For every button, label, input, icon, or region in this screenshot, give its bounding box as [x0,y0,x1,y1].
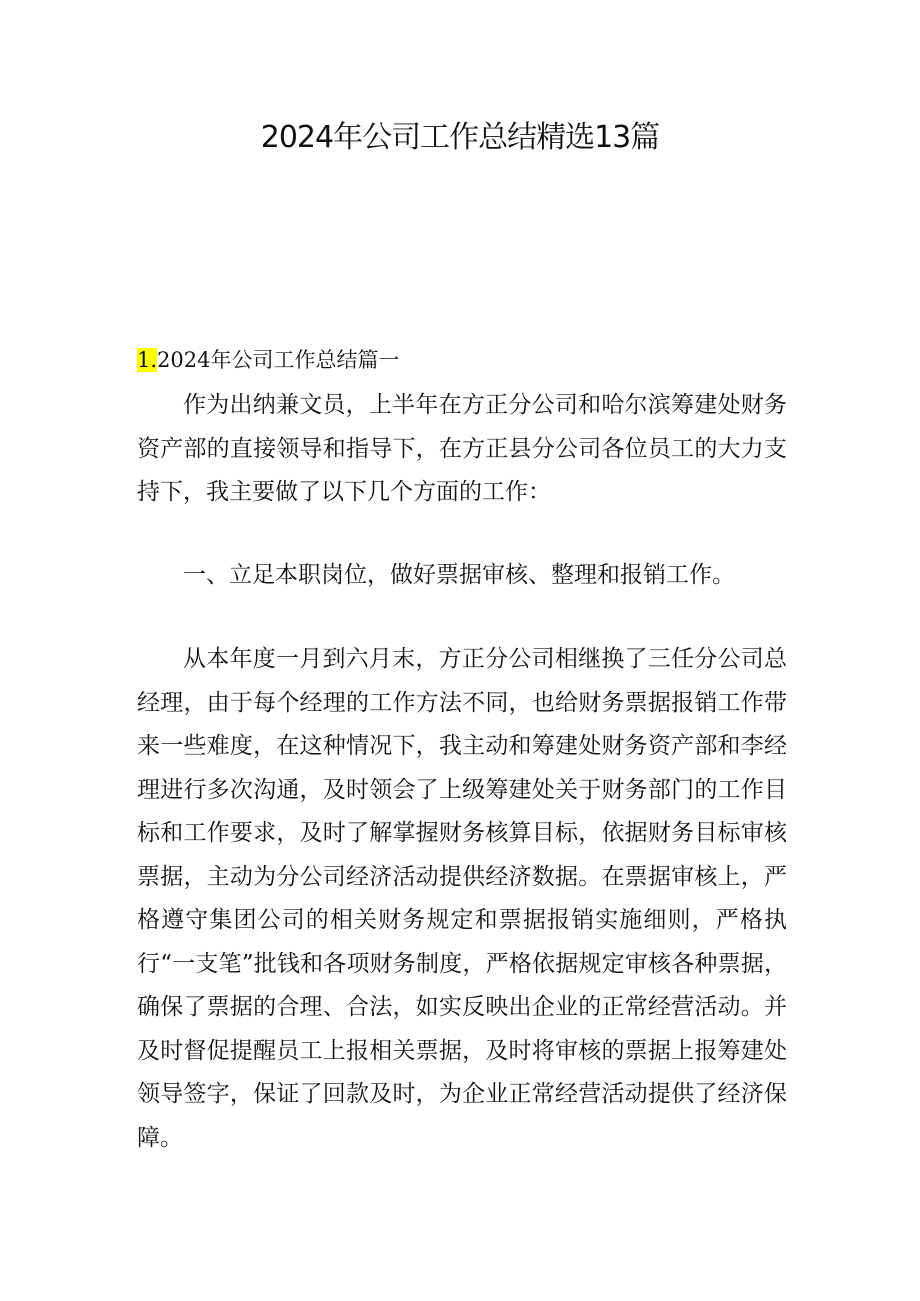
section-heading-text: 2024年公司工作总结篇一 [157,348,400,372]
sub-heading: 一、立足本职岗位，做好票据审核、整理和报销工作。 [183,562,735,588]
section-heading [137,343,400,377]
section-number-highlight: 1. [137,348,158,372]
document-title: 2024年公司工作总结精选13篇 [260,120,660,155]
intro-paragraph: 作为出纳兼文员，上半年在方正分公司和哈尔滨筹建处财务资产部的直接领导和指导下，在方正县分公司各位员工的大力支持下，我主要做了以下几个方面的工作： [137,392,787,505]
body-paragraph: 从本年度一月到六月末，方正分公司相继换了三任分公司总经理，由于每个经理的工作方法不同，也给财务票据报销工作带来一些难度，在这种情况下，我主动和筹建处财务资产部和李经理进行多次沟通，及时领会了上级筹建处关于财务部门的工作目标和工作要求，及时了解掌握财务核算目标，依据财务目标审核票据，主动为分公司经济活动提供经济数据。在票据审核上，严格遵守集团公司的相关财务规定和票据报销实施细则，严格执行“一支笔”批钱和各项财务制度，严格依据规定审核各种票据，确保了票据的合理、合法，如实反映出企业的正常经营活动。并及时督促提醒员工上报相关票据，及时将审核的票据上报筹建处领导签字，保证了回款及时，为企业正常经营活动提供了经济保障。 [137,646,787,1151]
